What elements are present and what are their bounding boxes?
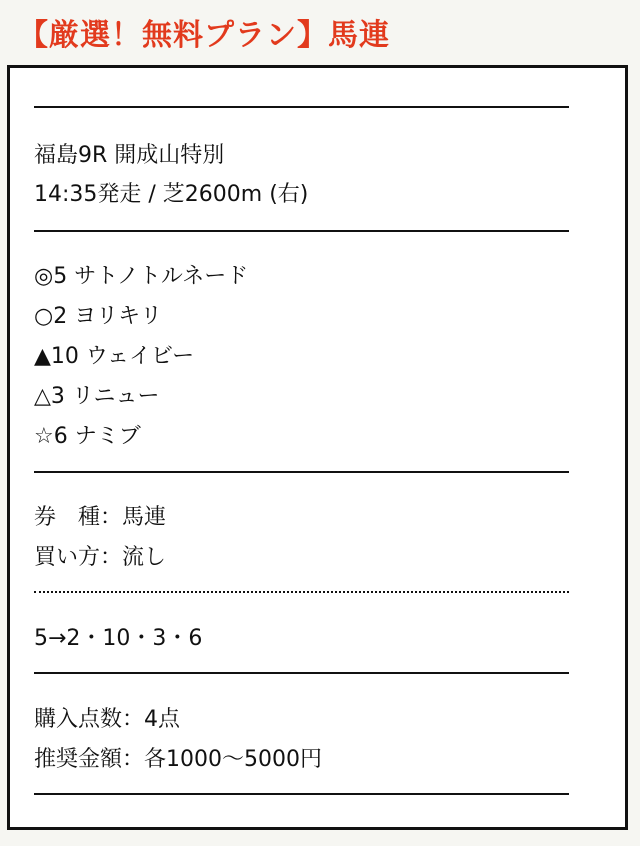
race-name: 福島9R 開成山特別 [34,143,225,168]
mark-hoshi: ☆6 ナミブ [34,424,141,449]
dotted-divider [34,591,569,593]
divider [34,471,569,473]
mark-taikou: ○2 ヨリキリ [34,304,163,329]
divider [34,230,569,232]
purchase-points: 購入点数：4点 [34,707,180,732]
divider [34,672,569,674]
mark-tanana: ▲10 ウェイビー [34,344,195,369]
mark-honmei: ◎5 サトノトルネード [34,264,249,289]
ticket-method: 買い方：流し [34,545,167,570]
combination: 5→2・10・3・6 [34,626,203,651]
race-detail: 14:35発走 / 芝2600m (右) [34,182,309,207]
prediction-card [7,65,628,830]
divider [34,793,569,795]
divider [34,106,569,108]
mark-renshita: △3 リニュー [34,384,160,409]
page-title: 【厳選！無料プラン】馬連 [18,18,390,53]
ticket-type: 券 種：馬連 [34,505,167,530]
recommended-amount: 推奨金額：各1000〜5000円 [34,747,322,772]
scrollbar[interactable] [634,0,640,846]
